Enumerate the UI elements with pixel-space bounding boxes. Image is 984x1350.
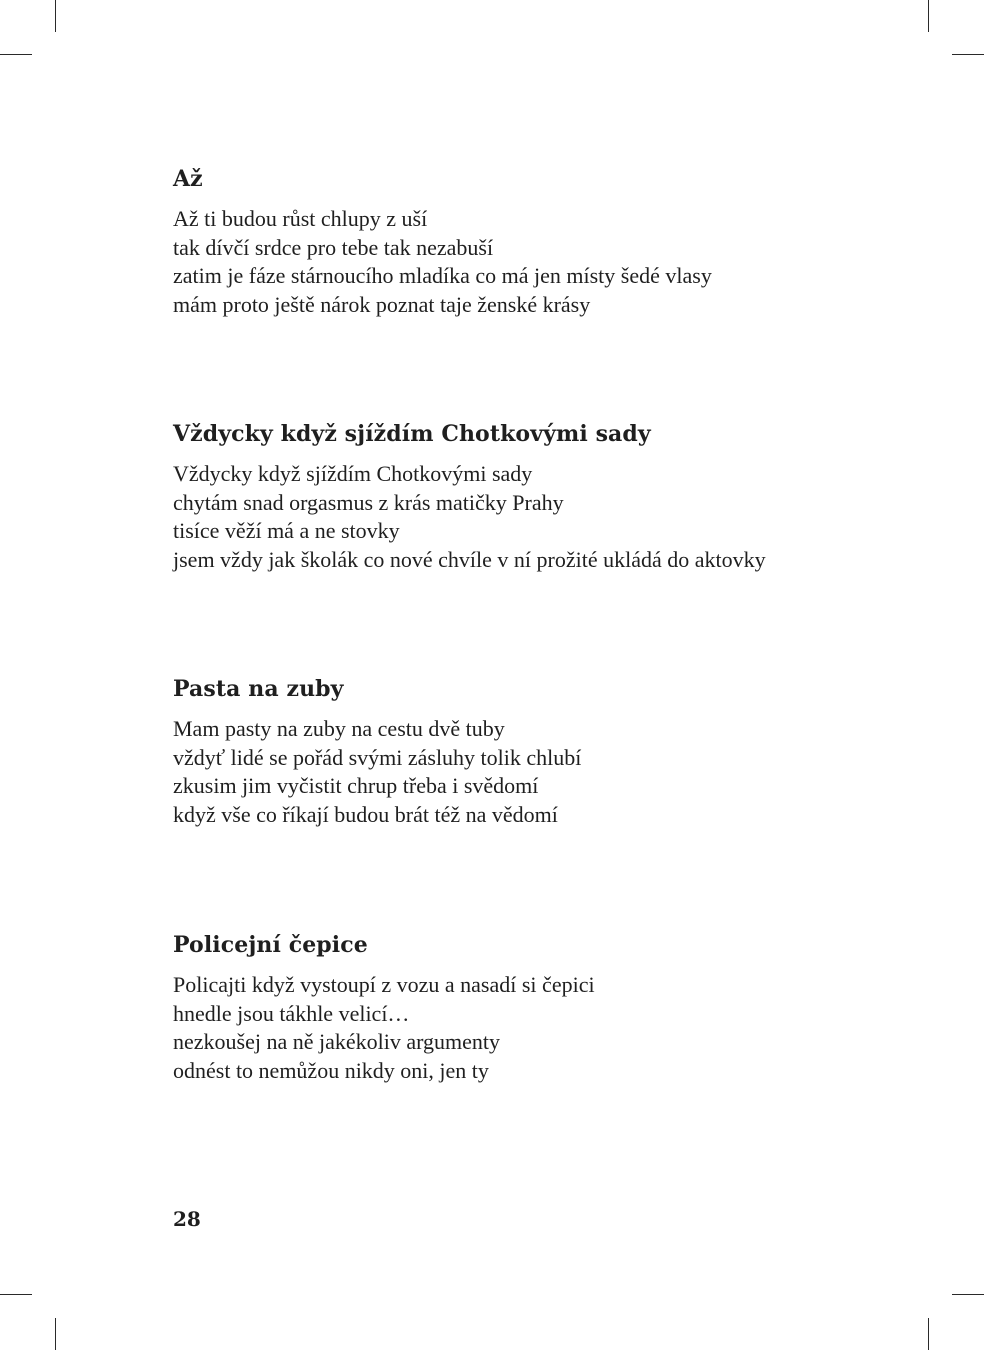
poem-body	[173, 460, 893, 574]
poem-line: když vše co říkají budou brát též na vědomí	[173, 801, 558, 827]
poem-line: mám proto ještě nárok poznat taje ženské krásy	[173, 291, 591, 317]
poem-line: tak dívčí srdce pro tebe tak nezabuší	[173, 234, 494, 260]
poem-line: chytám snad orgasmus z krás matičky Prahy	[173, 489, 564, 515]
crop-mark-top-right-vertical	[928, 0, 929, 32]
poem-line: vždyť lidé se pořád svými zásluhy tolik chlubí	[173, 744, 582, 770]
poem-line: jsem vždy jak školák co nové chvíle v ní prožité ukládá do aktovky	[173, 546, 766, 572]
poem-line: nezkoušej na ně jakékoliv argumenty	[173, 1029, 501, 1054]
poem-body	[173, 971, 893, 1085]
poem-az	[173, 165, 893, 319]
poem-title: Pasta na zuby	[173, 676, 344, 702]
poem-body	[173, 205, 893, 319]
poem-line: odnést to nemůžou nikdy oni, jen ty	[173, 1057, 489, 1083]
poem-title: Vždycky když sjíždím Chotkovými sady	[173, 421, 651, 447]
poem-title: Policejní čepice	[173, 932, 368, 958]
poem-pasta-na-zuby	[173, 675, 893, 829]
poem-line: tisíce věží má a ne stovky	[173, 518, 400, 543]
crop-mark-bottom-right-horizontal	[952, 1294, 984, 1295]
poem-body	[173, 715, 893, 829]
crop-mark-top-right-horizontal	[952, 54, 984, 55]
poem-line: zkusim jim vyčistit chrup třeba i svědomí	[173, 773, 539, 798]
poem-line: Policajti když vystoupí z vozu a nasadí si čepici	[173, 972, 595, 997]
poem-vzdycky-kdyz-sjizdim	[173, 420, 893, 574]
poem-policejni-cepice	[173, 931, 893, 1085]
poem-title: Až	[173, 166, 203, 192]
crop-mark-top-left-horizontal	[0, 54, 32, 55]
poem-line: Mam pasty na zuby na cestu dvě tuby	[173, 716, 505, 741]
poem-line: Vždycky když sjíždím Chotkovými sady	[173, 461, 533, 486]
crop-mark-bottom-left-horizontal	[0, 1294, 32, 1295]
crop-mark-top-left-vertical	[55, 0, 56, 32]
crop-mark-bottom-right-vertical	[928, 1318, 929, 1350]
poem-line: zatim je fáze stárnoucího mladíka co má jen místy šedé vlasy	[173, 263, 712, 288]
poem-line: hnedle jsou tákhle velicí…	[173, 1000, 410, 1026]
poem-line: Až ti budou růst chlupy z uší	[173, 206, 428, 231]
crop-mark-bottom-left-vertical	[55, 1318, 56, 1350]
page-number: 28	[173, 1207, 201, 1231]
